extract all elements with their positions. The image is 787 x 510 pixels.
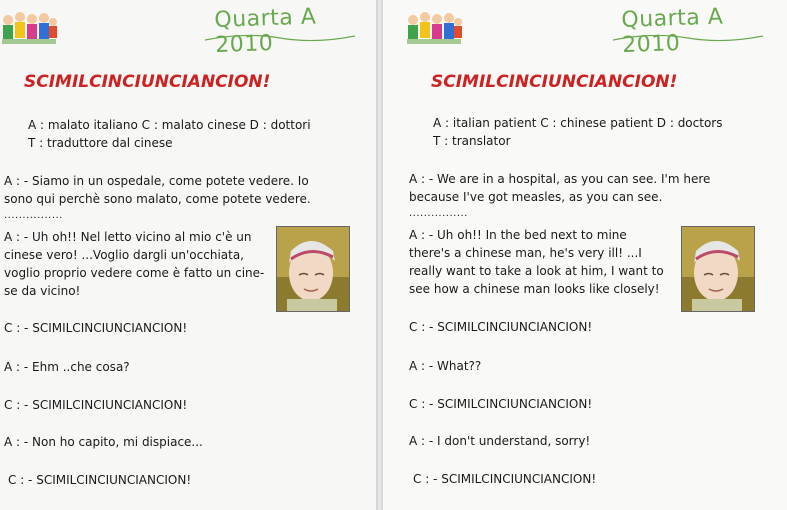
dialogue-a-speech-4: see how a chinese man looks like closely! <box>409 282 660 296</box>
header-title: Quarta A 2010 <box>621 4 724 58</box>
dialogue-a-intro-1: A : - Siamo in un ospedale, come potete vedere. Io <box>4 174 309 188</box>
header-title: Quarta A 2010 <box>214 4 317 58</box>
page-gutter <box>376 0 383 510</box>
roles-line-1: A : italian patient C : chinese patient D : doctors <box>433 116 723 130</box>
dialogue-a-speech-4: se da vicino! <box>4 284 81 298</box>
dialogue-a-3: A : - Non ho capito, mi dispiace... <box>4 435 203 449</box>
dialogue-a-speech-2: cinese vero! ...Voglio dargli un'occhiata, <box>4 248 244 262</box>
dialogue-a-speech-2: there's a chinese man, he's very ill! ...I <box>409 246 642 260</box>
dialogue-a-speech-3: really want to take a look at him, I want to <box>409 264 664 278</box>
dialogue-c-3: C : - SCIMILCINCIUNCIANCION! <box>413 472 597 486</box>
dialogue-a-intro-1: A : - We are in a hospital, as you can see. I'm here <box>409 172 711 186</box>
roles-line-2: T : traduttore dal cinese <box>28 136 173 150</box>
dialogue-c-2: C : - SCIMILCINCIUNCIANCION! <box>409 397 593 411</box>
old-man-portrait-icon <box>276 226 350 312</box>
dialogue-c-3: C : - SCIMILCINCIUNCIANCION! <box>8 473 192 487</box>
old-man-portrait-icon <box>681 226 755 312</box>
dialogue-a-speech-1: A : - Uh oh!! Nel letto vicino al mio c'è un <box>4 230 252 244</box>
dialogue-c-1: C : - SCIMILCINCIUNCIANCION! <box>4 321 188 335</box>
roles-line-1: A : malato italiano C : malato cinese D : dottori <box>28 118 311 132</box>
dialogue-c-2: C : - SCIMILCINCIUNCIANCION! <box>4 398 188 412</box>
header-wave-decoration <box>613 30 763 44</box>
roles-line-2: T : translator <box>433 134 511 148</box>
dialogue-a-intro-2: sono qui perchè sono malato, come potete vedere. <box>4 192 311 206</box>
children-group-icon <box>0 8 58 54</box>
header-wave-decoration <box>205 30 355 44</box>
dialogue-a-2: A : - Ehm ..che cosa? <box>4 360 130 374</box>
dialogue-a-2: A : - What?? <box>409 359 482 373</box>
page-italian <box>0 0 376 510</box>
children-group-icon <box>405 8 463 54</box>
dialogue-a-speech-3: voglio proprio vedere come è fatto un cine- <box>4 266 265 280</box>
ellipsis-divider: ................ <box>409 208 468 219</box>
main-title: SCIMILCINCIUNCIANCION! <box>24 72 271 92</box>
dialogue-a-speech-1: A : - Uh oh!! In the bed next to mine <box>409 228 627 242</box>
ellipsis-divider: ................ <box>4 210 63 221</box>
dialogue-a-intro-2: because I've got measles, as you can see. <box>409 190 663 204</box>
dialogue-a-3: A : - I don't understand, sorry! <box>409 434 591 448</box>
main-title: SCIMILCINCIUNCIANCION! <box>431 72 678 92</box>
page-english <box>383 0 787 510</box>
dialogue-c-1: C : - SCIMILCINCIUNCIANCION! <box>409 320 593 334</box>
